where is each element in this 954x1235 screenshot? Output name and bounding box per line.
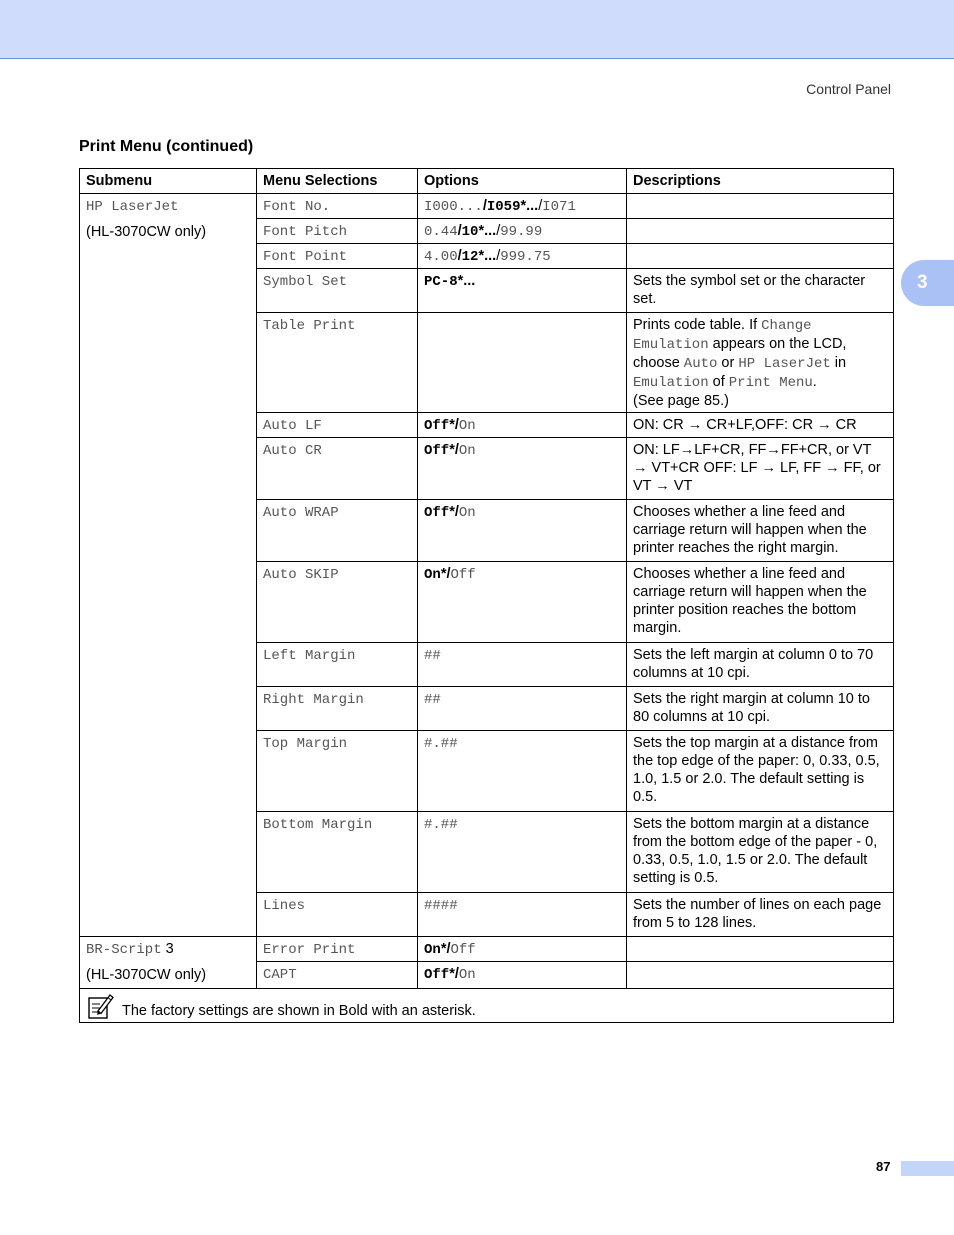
menu-selection-cell: [257, 687, 418, 731]
menu-selection-cell: [257, 937, 418, 962]
column-header-options: Options: [418, 169, 627, 194]
menu-reference: HP LaserJet: [738, 356, 831, 372]
submenu-name: BR-Script: [86, 942, 162, 958]
options-cell: [418, 219, 627, 244]
menu-selection: Top Margin: [263, 736, 348, 752]
default-option: */: [449, 966, 459, 982]
default-option: /: [457, 248, 462, 264]
description-text: in: [830, 355, 847, 371]
menu-selection: Font No.: [263, 199, 331, 215]
menu-selection: Bottom Margin: [263, 817, 373, 833]
description-cell: [627, 269, 894, 313]
description-text: Chooses whether a line feed and carriage return will happen when the printer position reaches the bottom margin.: [633, 566, 867, 636]
column-header-submenu: Submenu: [80, 169, 257, 194]
description-text: of: [708, 374, 729, 390]
options-cell: [418, 269, 627, 313]
description-cell: [627, 194, 894, 219]
table-row: [80, 937, 894, 962]
options-cell: [418, 562, 627, 643]
description-cell: [627, 500, 894, 562]
option-value: 0.44: [424, 224, 458, 240]
description-cell: [627, 812, 894, 893]
note-row: [80, 989, 894, 1023]
option-value: I071: [542, 199, 576, 215]
note-pencil-icon: [86, 992, 114, 1020]
menu-selection-cell: [257, 562, 418, 643]
menu-selection-cell: [257, 643, 418, 687]
table-header-row: [80, 169, 894, 194]
default-option: /: [457, 223, 462, 239]
menu-reference: Emulation: [633, 375, 709, 391]
default-option: I059: [486, 199, 521, 215]
submenu-suffix: 3: [161, 941, 174, 957]
menu-selection-cell: [257, 438, 418, 500]
column-header-menu-selections: Menu Selections: [257, 169, 418, 194]
description-text: ON: LF→LF+CR, FF→FF+CR, or VT → VT+CR OFF: LF → LF, FF → FF, or VT → VT: [633, 442, 881, 494]
menu-selection-cell: [257, 812, 418, 893]
option-value: On: [458, 505, 476, 521]
option-value: I000: [424, 199, 458, 215]
option-value: 99.99: [500, 224, 543, 240]
menu-selection: Font Pitch: [263, 224, 348, 240]
menu-selection-cell: [257, 313, 418, 413]
default-option: */: [440, 941, 451, 957]
submenu-cell: [80, 937, 257, 989]
description-text: Prints code table. If: [633, 317, 762, 333]
option-value: On: [458, 443, 476, 459]
model-note: (HL-3070CW only): [86, 967, 207, 983]
options-cell: [418, 962, 627, 989]
options-cell: [418, 687, 627, 731]
description-text: Sets the top margin at a distance from the top edge of the paper: 0, 0.33, 0.5, 1.0, 1.5 or 2.0. The default setting is 0.5.: [633, 735, 880, 805]
default-option: 10: [461, 224, 479, 240]
option-value: ...: [457, 199, 483, 215]
option-value: #.##: [424, 817, 458, 833]
menu-selection: Table Print: [263, 318, 356, 334]
menu-selection: Auto SKIP: [263, 567, 339, 583]
option-value: On: [458, 967, 476, 983]
menu-selection: Symbol Set: [263, 274, 348, 290]
default-option: On: [424, 567, 441, 583]
model-note: (HL-3070CW only): [86, 224, 207, 240]
default-option: */: [449, 417, 459, 433]
menu-selection: Right Margin: [263, 692, 364, 708]
options-cell: [418, 812, 627, 893]
menu-reference: Print Menu: [728, 375, 813, 391]
option-value: ##: [424, 648, 441, 664]
menu-selection-cell: [257, 731, 418, 812]
description-cell: [627, 937, 894, 962]
default-option: *...: [478, 248, 497, 264]
options-cell: [418, 893, 627, 937]
menu-reference: Auto: [683, 356, 718, 372]
description-cell: [627, 413, 894, 438]
description-cell: [627, 438, 894, 500]
description-text: or: [717, 355, 739, 371]
option-value: ####: [424, 898, 458, 914]
options-cell: [418, 438, 627, 500]
default-option: */: [449, 442, 459, 458]
page-number: 87: [876, 1159, 891, 1174]
menu-selection: CAPT: [263, 967, 297, 983]
section-title: Print Menu (continued): [79, 138, 254, 155]
submenu-cell: [80, 194, 257, 937]
menu-selection-cell: [257, 244, 418, 269]
options-cell: [418, 313, 627, 413]
options-cell: [418, 643, 627, 687]
default-option: */: [449, 504, 459, 520]
menu-reference: Change Emulation: [633, 318, 812, 353]
description-text: (See page 85.): [633, 393, 729, 409]
menu-selection: Auto WRAP: [263, 505, 339, 521]
description-cell: [627, 731, 894, 812]
column-header-descriptions: Descriptions: [627, 169, 894, 194]
options-cell: [418, 731, 627, 812]
options-cell: [418, 194, 627, 219]
description-text: .: [812, 374, 817, 390]
menu-selection-cell: [257, 194, 418, 219]
menu-selection: Lines: [263, 898, 306, 914]
option-value: Off: [450, 567, 476, 583]
default-option: */: [440, 566, 451, 582]
description-cell: [627, 313, 894, 413]
running-header: Control Panel: [806, 81, 891, 97]
option-value: Off: [450, 942, 476, 958]
default-option: 12: [461, 249, 479, 265]
default-option: Off: [424, 967, 450, 983]
option-value: /: [496, 223, 501, 239]
default-option: PC-8: [424, 274, 458, 290]
description-text: ON: CR → CR+LF,OFF: CR → CR: [633, 417, 857, 433]
menu-selection-cell: [257, 413, 418, 438]
option-value: 4.00: [424, 249, 458, 265]
menu-selection: Font Point: [263, 249, 348, 265]
default-option: *...: [478, 223, 497, 239]
option-value: /: [496, 248, 501, 264]
menu-selection-cell: [257, 269, 418, 313]
options-cell: [418, 500, 627, 562]
default-option: Off: [424, 505, 450, 521]
options-cell: [418, 937, 627, 962]
description-text: appears on the LCD, choose: [633, 336, 847, 371]
note-text: The factory settings are shown in Bold with an asterisk.: [122, 1003, 476, 1019]
option-value: ##: [424, 692, 441, 708]
description-text: Chooses whether a line feed and carriage return will happen when the printer reaches the right margin.: [633, 504, 867, 556]
chapter-tab[interactable]: 3: [901, 260, 954, 306]
option-value: #.##: [424, 736, 458, 752]
description-cell: [627, 893, 894, 937]
submenu-name: HP LaserJet: [86, 199, 179, 215]
description-text: Sets the left margin at column 0 to 70 columns at 10 cpi.: [633, 647, 874, 681]
menu-selection: Auto LF: [263, 418, 322, 434]
description-cell: [627, 219, 894, 244]
menu-selection-cell: [257, 500, 418, 562]
description-text: Sets the bottom margin at a distance from the bottom edge of the paper - 0, 0.33, 0.5, 1.0, 1.5 or 2.0. The default setting is 0.5.: [633, 816, 878, 886]
table-row: [80, 194, 894, 219]
menu-selection: Left Margin: [263, 648, 356, 664]
print-menu-table: [79, 168, 894, 1023]
options-cell: [418, 413, 627, 438]
menu-selection-cell: [257, 219, 418, 244]
default-option: *...: [457, 273, 476, 289]
option-value: On: [458, 418, 476, 434]
default-option: On: [424, 942, 441, 958]
menu-selection: Error Print: [263, 942, 356, 958]
default-option: *...: [520, 198, 539, 214]
option-value: 999.75: [500, 249, 551, 265]
description-cell: [627, 244, 894, 269]
menu-selection: Auto CR: [263, 443, 322, 459]
option-value: /: [538, 198, 543, 214]
default-option: Off: [424, 443, 450, 459]
menu-selection-cell: [257, 962, 418, 989]
description-cell: [627, 962, 894, 989]
description-cell: [627, 643, 894, 687]
menu-selection-cell: [257, 893, 418, 937]
description-text: Sets the right margin at column 10 to 80 columns at 10 cpi.: [633, 691, 870, 725]
description-text: Sets the number of lines on each page from 5 to 128 lines.: [633, 897, 882, 931]
default-option: /: [482, 198, 487, 214]
description-cell: [627, 687, 894, 731]
page-number-tab: [901, 1161, 954, 1176]
options-cell: [418, 244, 627, 269]
note-cell: [80, 989, 894, 1023]
description-text: Sets the symbol set or the character set.: [633, 273, 866, 307]
header-band: [0, 0, 954, 59]
description-cell: [627, 562, 894, 643]
default-option: Off: [424, 418, 450, 434]
